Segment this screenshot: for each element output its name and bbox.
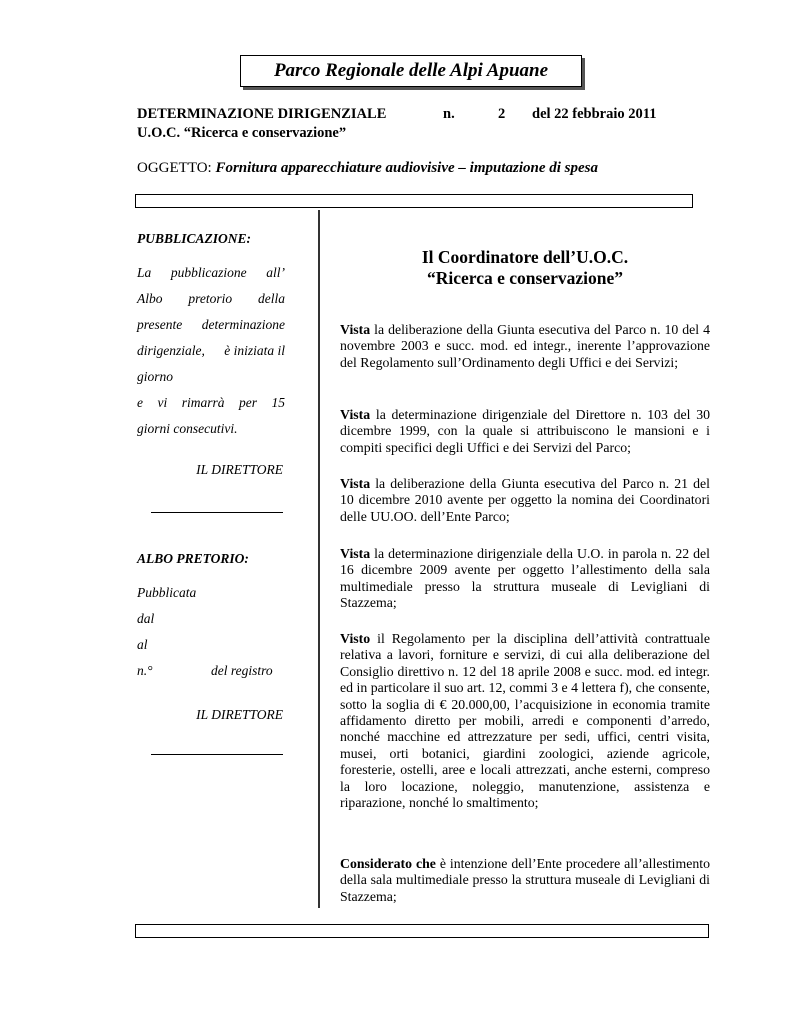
uoc-line: U.O.C. “Ricerca e conservazione” [137,125,347,141]
pub-line-4 [137,338,285,364]
pub-line-1 [137,260,285,286]
title-text: Parco Regionale delle Alpi Apuane [273,60,549,81]
director-signature-line-2 [151,754,283,755]
pub-line-7 [137,416,285,442]
pub-word: è iniziata il [224,343,285,358]
document-title [240,55,582,87]
pub-word: La [137,265,152,280]
pub-word: dirigenziale, [137,343,205,358]
top-rule-box [135,194,693,208]
pub-word: della [258,291,285,306]
pub-line-6 [137,390,285,416]
number-value: 2 [498,106,506,122]
paragraph-3 [340,476,710,525]
coordinator-heading-1: Il Coordinatore dell’U.O.C. [421,247,629,267]
paragraph-5 [340,631,710,811]
column-divider [318,210,320,908]
pub-word: determinazione [201,317,285,332]
director-signature-line-1 [151,512,283,513]
dal-label: dal [137,611,155,626]
number-degree-label: n.° [137,663,153,678]
albo-heading: ALBO PRETORIO: [137,551,249,566]
director-label-2: IL DIRETTORE [196,707,283,722]
paragraph-text: la determinazione dirigenziale del Direttore n. 103 del 30 dicembre 1999, con la quale si attribuiscono le mansioni e i compiti specifici degli Uffici e dei Servizi del Parco; [340,407,710,455]
pub-line-2 [137,286,285,312]
subject-line [137,160,598,177]
pub-word: all’ [266,265,285,280]
paragraph-6 [340,856,710,905]
paragraph-2 [340,407,710,456]
publication-heading: PUBBLICAZIONE: [137,231,252,246]
director-label-1: IL DIRETTORE [196,462,283,477]
paragraph-text: la deliberazione della Giunta esecutiva del Parco n. 10 del 4 novembre 2003 e succ. mod. ed integr., inerente l’approvazione del Regolamento sull’Ordinamento degli Uffici e dei Servizi; [340,322,710,370]
subject-text: Fornitura apparecchiature audiovisive – imputazione di spesa [215,160,598,176]
pub-word: pubblicazione [170,265,247,280]
pub-word: pretorio [188,291,233,306]
coordinator-heading-2: “Ricerca e conservazione” [427,268,623,288]
pub-word: giorni consecutivi. [137,421,238,436]
pub-line-3 [137,312,285,338]
paragraph-text: la deliberazione della Giunta esecutiva del Parco n. 21 del 10 dicembre 2010 avente per oggetto la nomina dei Coordinatori delle UU.OO. dell’Ente Parco; [340,476,710,524]
pub-word: 15 [271,395,285,410]
pubblicata-label: Pubblicata [137,585,197,600]
paragraph-lead: Visto [340,631,371,646]
paragraph-lead: Vista [340,322,371,337]
determination-label: DETERMINAZIONE DIRIGENZIALE [137,106,387,122]
determination-date: del 22 febbraio 2011 [532,106,657,122]
paragraph-lead: Vista [340,407,371,422]
bottom-rule-box [135,924,709,938]
subject-label: OGGETTO: [137,160,212,176]
pub-word: per [238,395,257,410]
pub-word: e [137,395,143,410]
pub-word: rimarrà [181,395,225,410]
paragraph-1 [340,322,710,371]
paragraph-lead: Considerato che [340,856,436,871]
paragraph-4 [340,546,710,612]
al-label: al [137,637,148,652]
pub-word: Albo [137,291,163,306]
pub-line-5 [137,364,285,390]
pub-word: giorno [137,369,174,384]
paragraph-text: è intenzione dell’Ente procedere all’allestimento della sala multimediale presso la struttura museale di Levigliani di Stazzema; [340,856,710,904]
paragraph-text: il Regolamento per la disciplina dell’attività contrattuale relativa a lavori, forniture e servizi, di cui alla deliberazione del Consiglio direttivo n. 12 del 18 aprile 2008 e succ. mod. ed integr. ed in particolare il suo art. 12, commi 3 e 4 lettera f), che consente, sotto la soglia di € 20.000,00, l’acquisizione in economia tramite affidamento diretto per mobili, arredi e componenti d’arredo, nonché macchine ed attrezzature per sedi, uffici, centri visita, musei, orti botanici, giardini zoologici, aziende agricole, foresterie, ostelli, aree e locali attrezzati, anche esterni, compreso la loro locazione, noleggio, manutenzione, assistenza e riparazione, nonché lo smaltimento; [340,631,710,811]
pub-word: presente [137,317,183,332]
paragraph-lead: Vista [340,476,371,491]
registry-label: del registro [211,663,273,678]
number-label: n. [443,106,455,122]
paragraph-lead: Vista [340,546,371,561]
pub-word: vi [157,395,168,410]
paragraph-text: la determinazione dirigenziale della U.O. in parola n. 22 del 16 dicembre 2009 avente per oggetto l’allestimento della sala multimediale presso la struttura museale di Levigliani di Stazzema; [340,546,710,611]
